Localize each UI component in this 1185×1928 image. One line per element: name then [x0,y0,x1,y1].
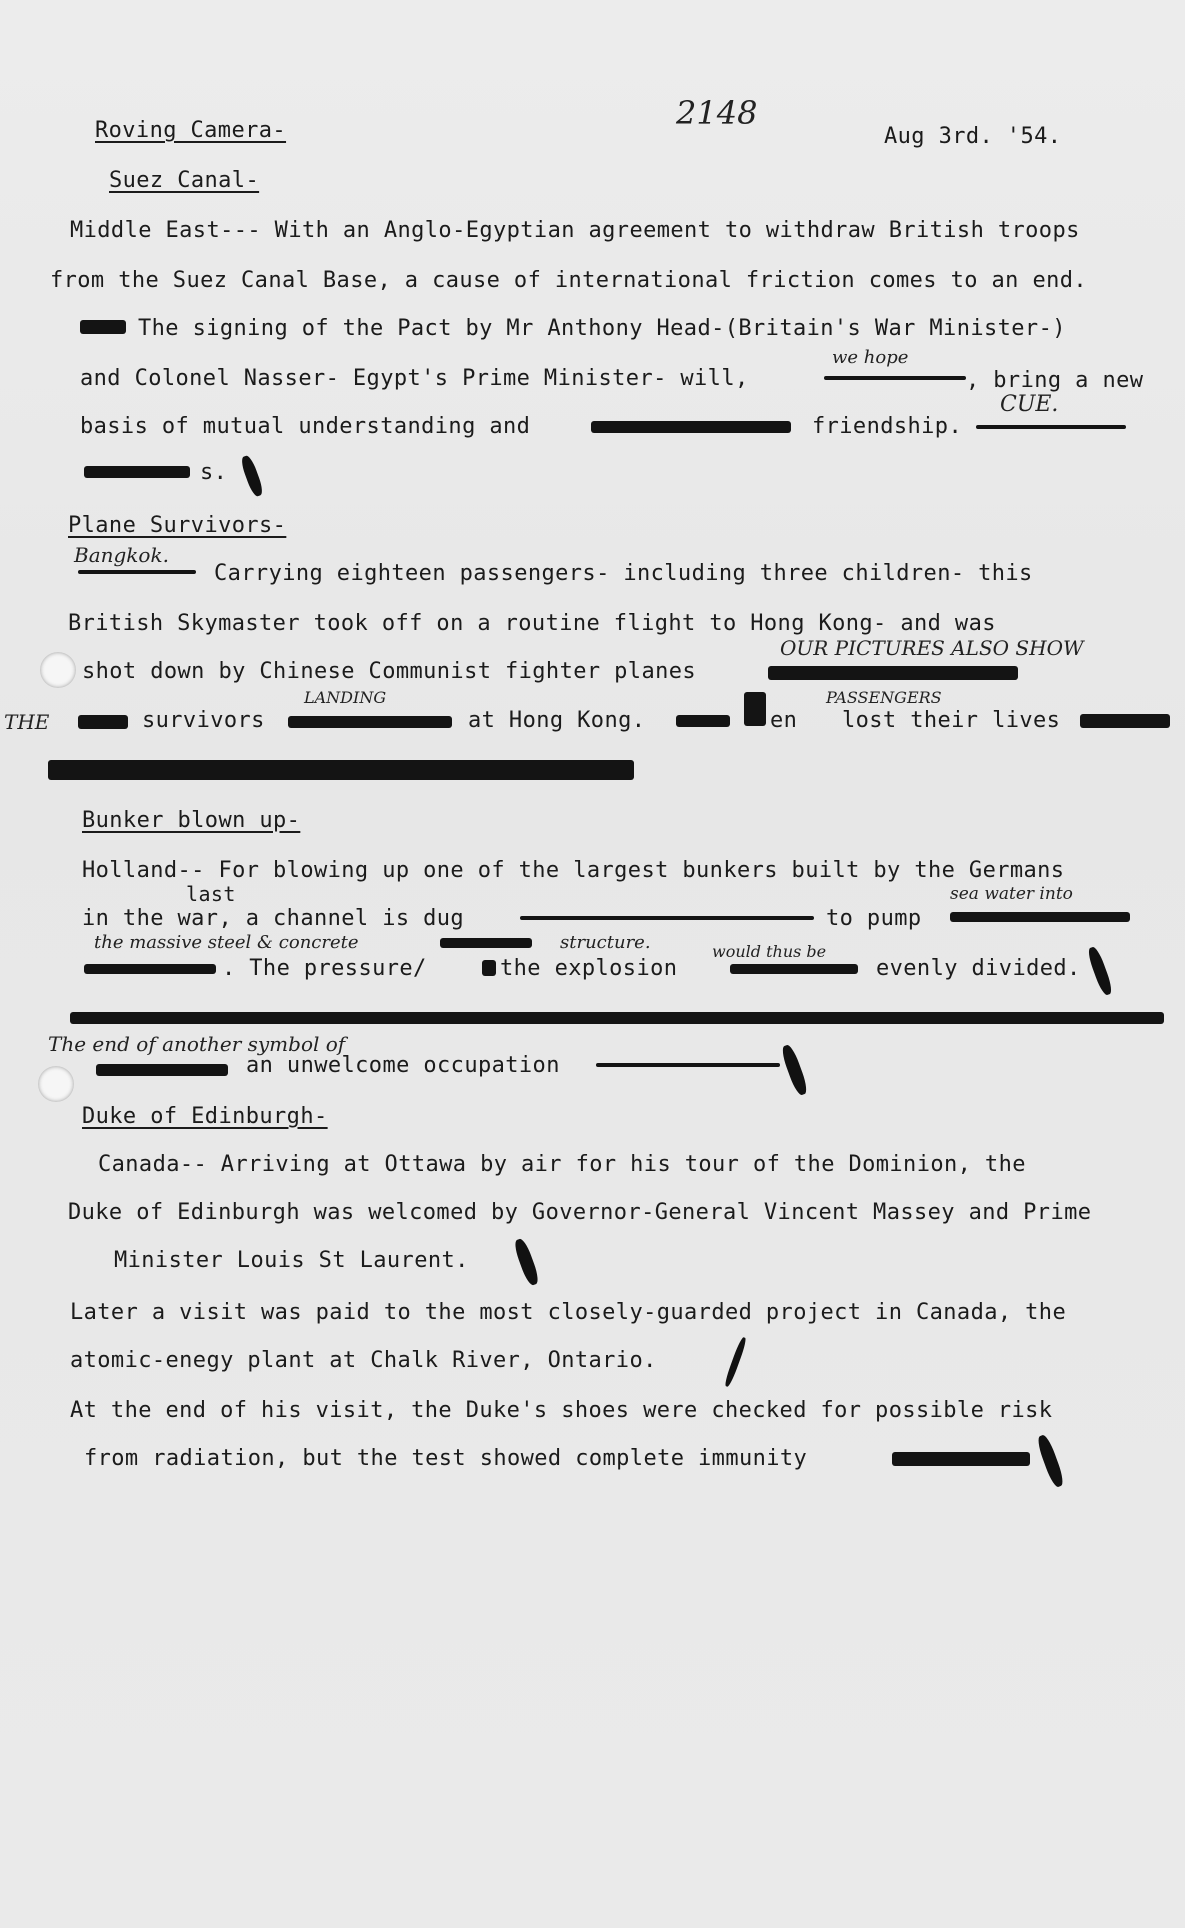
duke-line-1: Canada-- Arriving at Ottawa by air for his tour of the Dominion, the [98,1152,1026,1177]
punch-hole [40,652,76,688]
edit-mark [1035,1433,1066,1488]
strike-mark [482,960,496,976]
plane-line-4: survivors [142,708,265,733]
suez-line-5: , bring a new [966,368,1144,393]
bunker-hand-seawater: sea water into [950,884,1073,904]
strike-line [824,376,966,380]
suez-line-7: friendship. [812,414,963,439]
page-title: Roving Camera- [95,118,287,143]
suez-line-4: and Colonel Nasser- Egypt's Prime Minister- will, [80,366,749,391]
suez-line-2: from the Suez Canal Base, a cause of international friction comes to an end. [50,268,1088,293]
duke-line-7: from radiation, but the test showed complete immunity [84,1446,808,1471]
edit-mark [723,1336,747,1387]
bunker-heading: Bunker blown up- [82,808,301,833]
suez-line-6: basis of mutual understanding and [80,414,531,439]
suez-line-8: s. [200,460,228,485]
suez-line-1: Middle East--- With an Anglo-Egyptian agreement to withdraw British troops [70,218,1080,243]
suez-cue-note: CUE. [1000,392,1059,417]
strike-mark [676,715,730,727]
ref-number: 2148 [676,94,758,132]
punch-hole [38,1066,74,1102]
strike-mark [80,320,126,334]
edit-mark [779,1043,809,1096]
plane-line-6: en [770,708,798,733]
bunker-insert-last: last [186,882,236,906]
plane-hand-pictures: OUR PICTURES ALSO SHOW [780,636,1084,660]
plane-line-7: lost their lives [842,708,1061,733]
plane-line-1: Carrying eighteen passengers- including three children- this [214,561,1033,586]
duke-line-5: atomic-enegy plant at Chalk River, Ontario. [70,1348,657,1373]
strike-line [78,570,196,574]
page-date: Aug 3rd. '54. [884,124,1062,149]
strike-mark [84,466,190,478]
bunker-line-3: to pump [826,906,922,931]
bunker-hand-wouldthus: would thus be [712,942,827,961]
bunker-hand-endsymbol: The end of another symbol of [48,1032,346,1056]
strike-mark [768,666,1018,680]
duke-line-2: Duke of Edinburgh was welcomed by Governor-General Vincent Massey and Prime [68,1200,1092,1225]
plane-hand-landing: LANDING [304,688,387,707]
edit-mark [239,454,265,498]
duke-line-4: Later a visit was paid to the most closely-guarded project in Canada, the [70,1300,1067,1325]
suez-line-3: The signing of the Pact by Mr Anthony Head-(Britain's War Minister-) [138,316,1066,341]
strike-mark [288,716,452,728]
suez-hand-note: we hope [832,347,909,368]
strike-line [596,1063,780,1067]
strike-mark [78,715,128,729]
strike-mark [730,964,858,974]
plane-line-2: British Skymaster took off on a routine flight to Hong Kong- and was [68,611,996,636]
bunker-line-6: evenly divided. [876,956,1081,981]
duke-heading: Duke of Edinburgh- [82,1104,328,1129]
duke-line-6: At the end of his visit, the Duke's shoes were checked for possible risk [70,1398,1053,1423]
strike-mark [440,938,532,948]
edit-mark-t [744,692,766,726]
bunker-line-1: Holland-- For blowing up one of the largest bunkers built by the Germans [82,858,1065,883]
strike-mark [1080,714,1170,728]
bunker-line-5: the explosion [500,956,678,981]
plane-line-3: shot down by Chinese Communist fighter planes [82,659,697,684]
plane-line-5: at Hong Kong. [468,708,646,733]
plane-hand-the: THE [4,710,50,734]
strike-mark [892,1452,1030,1466]
strike-mark [84,964,216,974]
edit-mark [512,1237,541,1287]
strike-line-full [48,760,634,780]
bunker-line-4: . The pressure/ [222,956,427,981]
bunker-hand-structure: structure. [560,932,651,953]
strike-line-full [70,1012,1164,1024]
strike-mark [96,1064,228,1076]
strike-line [520,916,814,920]
duke-line-3: Minister Louis St Laurent. [114,1248,469,1273]
plane-hand-place: Bangkok. [74,543,169,567]
bunker-line-2: in the war, a channel is dug [82,906,465,931]
strike-line [976,425,1126,429]
bunker-hand-massive: the massive steel & concrete [94,932,359,953]
edit-mark [1086,945,1114,996]
strike-mark [950,912,1130,922]
plane-heading: Plane Survivors- [68,513,287,538]
bunker-line-7: an unwelcome occupation [246,1053,560,1078]
strike-mark [591,421,791,433]
suez-heading: Suez Canal- [109,168,260,193]
plane-hand-passengers: PASSENGERS [826,688,942,707]
